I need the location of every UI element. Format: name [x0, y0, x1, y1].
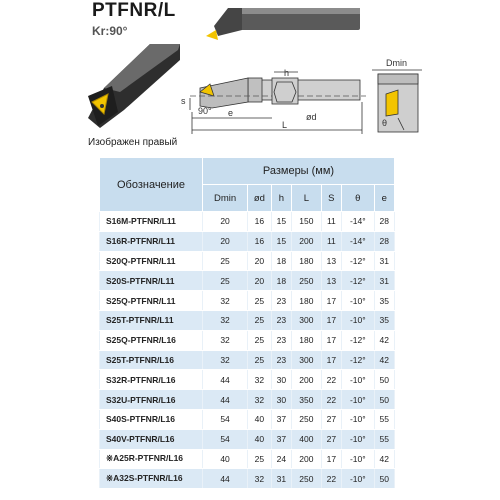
- value-cell: 32: [248, 390, 272, 410]
- value-cell: 16: [248, 212, 272, 232]
- value-cell: 22: [321, 469, 341, 489]
- tool-top-render: [206, 8, 360, 40]
- dim-e: e: [228, 108, 234, 118]
- value-cell: 15: [271, 231, 291, 251]
- value-cell: 25: [203, 251, 248, 271]
- value-cell: -10°: [342, 390, 375, 410]
- table-row: [100, 291, 395, 311]
- designation-header: Обозначение: [100, 158, 203, 212]
- table-row: [100, 251, 395, 271]
- lead-angle-label: Kr:90°: [92, 24, 128, 38]
- dimensions-group-header: Размеры (мм): [203, 158, 395, 185]
- value-cell: 23: [271, 291, 291, 311]
- value-cell: -10°: [342, 409, 375, 429]
- value-cell: 11: [321, 212, 341, 232]
- tool-technical-drawing: [190, 72, 366, 134]
- column-header: S: [321, 185, 341, 212]
- designation-cell: S16M-PTFNR/L11: [100, 212, 203, 232]
- value-cell: -10°: [342, 469, 375, 489]
- value-cell: 40: [248, 409, 272, 429]
- designation-cell: S32R-PTFNR/L16: [100, 370, 203, 390]
- value-cell: 27: [321, 429, 341, 449]
- value-cell: 17: [321, 350, 341, 370]
- column-header: θ: [342, 185, 375, 212]
- value-cell: 300: [292, 350, 322, 370]
- value-cell: 24: [271, 449, 291, 469]
- value-cell: -14°: [342, 212, 375, 232]
- value-cell: 20: [203, 231, 248, 251]
- value-cell: 200: [292, 231, 322, 251]
- designation-cell: S20Q-PTFNR/L11: [100, 251, 203, 271]
- value-cell: 35: [374, 291, 394, 311]
- value-cell: 18: [271, 271, 291, 291]
- value-cell: -14°: [342, 231, 375, 251]
- value-cell: 11: [321, 231, 341, 251]
- value-cell: 44: [203, 370, 248, 390]
- value-cell: 31: [271, 469, 291, 489]
- value-cell: 16: [248, 231, 272, 251]
- value-cell: -10°: [342, 310, 375, 330]
- designation-cell: ※A25R-PTFNR/L16: [100, 449, 203, 469]
- designation-cell: S25T-PTFNR/L16: [100, 350, 203, 370]
- table-row: [100, 390, 395, 410]
- value-cell: 17: [321, 310, 341, 330]
- value-cell: -10°: [342, 429, 375, 449]
- designation-cell: S25T-PTFNR/L11: [100, 310, 203, 330]
- value-cell: -12°: [342, 251, 375, 271]
- value-cell: 32: [248, 469, 272, 489]
- tool-drawings: [0, 0, 500, 160]
- value-cell: 28: [374, 212, 394, 232]
- value-cell: 200: [292, 449, 322, 469]
- value-cell: 25: [248, 449, 272, 469]
- value-cell: 32: [203, 330, 248, 350]
- value-cell: 32: [203, 350, 248, 370]
- designation-cell: S16R-PTFNR/L11: [100, 231, 203, 251]
- value-cell: 32: [203, 310, 248, 330]
- value-cell: 55: [374, 429, 394, 449]
- value-cell: -12°: [342, 271, 375, 291]
- column-header: e: [374, 185, 394, 212]
- page-title: PTFNR/L: [92, 0, 176, 21]
- value-cell: 250: [292, 271, 322, 291]
- value-cell: -10°: [342, 370, 375, 390]
- value-cell: 27: [321, 409, 341, 429]
- column-header: Dmin: [203, 185, 248, 212]
- column-header: L: [292, 185, 322, 212]
- value-cell: 32: [203, 291, 248, 311]
- value-cell: 15: [271, 212, 291, 232]
- value-cell: 50: [374, 370, 394, 390]
- value-cell: 400: [292, 429, 322, 449]
- value-cell: 25: [248, 291, 272, 311]
- value-cell: 25: [248, 310, 272, 330]
- value-cell: 55: [374, 409, 394, 429]
- table-row: [100, 449, 395, 469]
- value-cell: 20: [248, 271, 272, 291]
- value-cell: 180: [292, 291, 322, 311]
- value-cell: 31: [374, 251, 394, 271]
- value-cell: 17: [321, 291, 341, 311]
- value-cell: 22: [321, 390, 341, 410]
- value-cell: 180: [292, 330, 322, 350]
- value-cell: -12°: [342, 350, 375, 370]
- table-row: [100, 212, 395, 232]
- dim-h: h: [284, 68, 290, 78]
- designation-cell: S20S-PTFNR/L11: [100, 271, 203, 291]
- designation-cell: S40S-PTFNR/L16: [100, 409, 203, 429]
- value-cell: 18: [271, 251, 291, 271]
- table-row: [100, 231, 395, 251]
- value-cell: 150: [292, 212, 322, 232]
- dim-angle: 90°: [198, 106, 212, 116]
- value-cell: 37: [271, 429, 291, 449]
- designation-cell: S25Q-PTFNR/L11: [100, 291, 203, 311]
- value-cell: 25: [248, 350, 272, 370]
- bore-diagram: [372, 70, 422, 132]
- value-cell: 23: [271, 310, 291, 330]
- value-cell: 300: [292, 310, 322, 330]
- value-cell: 350: [292, 390, 322, 410]
- value-cell: -12°: [342, 330, 375, 350]
- value-cell: 200: [292, 370, 322, 390]
- value-cell: -10°: [342, 449, 375, 469]
- value-cell: 22: [321, 370, 341, 390]
- value-cell: 250: [292, 469, 322, 489]
- dim-L: L: [282, 120, 288, 130]
- value-cell: 17: [321, 449, 341, 469]
- value-cell: 50: [374, 390, 394, 410]
- value-cell: 20: [203, 212, 248, 232]
- value-cell: 17: [321, 330, 341, 350]
- value-cell: 30: [271, 370, 291, 390]
- value-cell: 23: [271, 350, 291, 370]
- value-cell: 42: [374, 330, 394, 350]
- dim-od: ød: [306, 112, 317, 122]
- column-header: h: [271, 185, 291, 212]
- dim-theta: θ: [382, 118, 388, 128]
- value-cell: 32: [248, 370, 272, 390]
- table-row: [100, 429, 395, 449]
- dimensions-table: [99, 157, 395, 489]
- value-cell: 250: [292, 409, 322, 429]
- column-header: ød: [248, 185, 272, 212]
- value-cell: 54: [203, 429, 248, 449]
- value-cell: 31: [374, 271, 394, 291]
- designation-cell: S40V-PTFNR/L16: [100, 429, 203, 449]
- value-cell: 30: [271, 390, 291, 410]
- value-cell: 40: [203, 449, 248, 469]
- value-cell: 28: [374, 231, 394, 251]
- value-cell: 23: [271, 330, 291, 350]
- value-cell: 42: [374, 350, 394, 370]
- table-row: [100, 409, 395, 429]
- value-cell: 25: [203, 271, 248, 291]
- value-cell: 13: [321, 251, 341, 271]
- value-cell: 20: [248, 251, 272, 271]
- value-cell: 13: [321, 271, 341, 291]
- image-caption: Изображен правый: [88, 137, 178, 148]
- dim-s: s: [181, 96, 186, 106]
- dim-dmin: Dmin: [386, 58, 408, 68]
- value-cell: -10°: [342, 291, 375, 311]
- value-cell: 40: [248, 429, 272, 449]
- value-cell: 25: [248, 330, 272, 350]
- table-row: [100, 310, 395, 330]
- designation-cell: ※A32S-PTFNR/L16: [100, 469, 203, 489]
- table-row: [100, 350, 395, 370]
- value-cell: 44: [203, 469, 248, 489]
- value-cell: 35: [374, 310, 394, 330]
- value-cell: 42: [374, 449, 394, 469]
- value-cell: 44: [203, 390, 248, 410]
- designation-cell: S25Q-PTFNR/L16: [100, 330, 203, 350]
- table-row: [100, 271, 395, 291]
- tool-photo: [88, 44, 180, 128]
- value-cell: 180: [292, 251, 322, 271]
- table-row: [100, 370, 395, 390]
- value-cell: 37: [271, 409, 291, 429]
- designation-cell: S32U-PTFNR/L16: [100, 390, 203, 410]
- table-row: [100, 469, 395, 489]
- value-cell: 50: [374, 469, 394, 489]
- value-cell: 54: [203, 409, 248, 429]
- table-row: [100, 330, 395, 350]
